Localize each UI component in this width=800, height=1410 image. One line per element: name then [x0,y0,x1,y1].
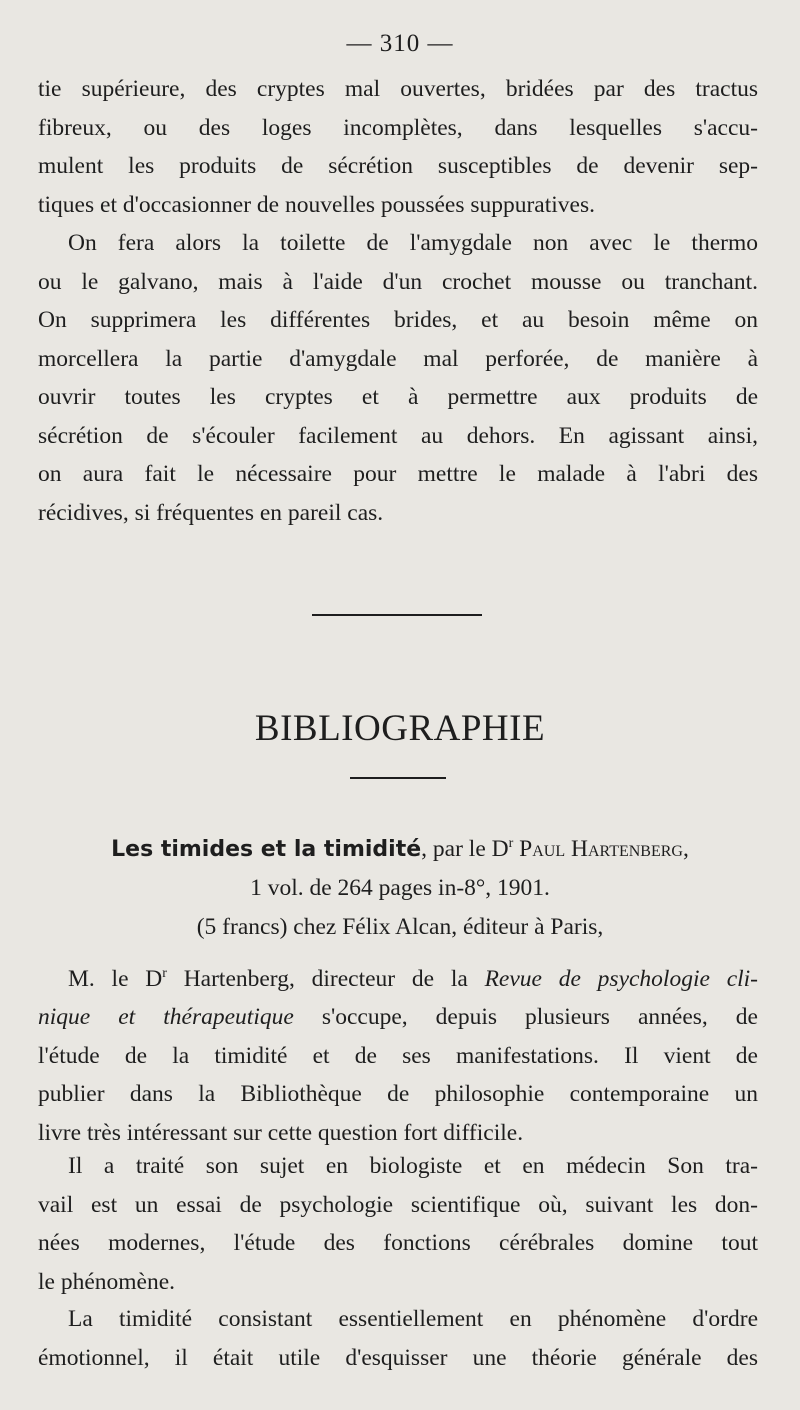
paragraph-toilette [38,224,758,532]
heading-underline [350,777,446,779]
text-line: publier dans la Bibliothèque de philosophie contemporaine un [38,1081,758,1108]
text-line: l'étude de la timidité et de ses manifestations. Il vient de [38,1042,758,1069]
text-line: livre très intéressant sur cette question fort difficile. [38,1119,524,1146]
text-line: Il a traité son sujet en biologiste et en médecin Son tra- [68,1153,758,1179]
text-line: sécrétion de s'écouler facilement au dehors. En agissant ainsi, [38,422,758,449]
dr-superscript: r [162,966,167,981]
section-heading: BIBLIOGRAPHIE [254,708,546,749]
text-line: tie supérieure, des cryptes mal ouvertes, bridées par des tractus [38,76,758,102]
text-line: on aura fait le nécessaire pour mettre le malade à l'abri des [38,461,758,487]
text-line: fibreux, ou des loges incomplètes, dans lesquelles s'accu- [38,114,758,141]
bibliography-title-line [40,825,760,869]
text-span: Hartenberg, directeur de la [166,965,485,992]
text-line: émotionnel, il était utile d'esquisser une théorie générale des [38,1344,758,1371]
dr-superscript: r [508,836,514,851]
text-line: On supprimera les différentes brides, et au besoin même on [38,307,758,333]
text-line [38,955,758,998]
journal-title: Revue de psychologie cli- [484,965,759,992]
text-line: On fera alors la toilette de l'amygdale non avec le thermo [68,230,758,256]
bibliography-entry [40,825,760,946]
text-line: La timidité consistant essentiellement en phénomène d'ordre [68,1306,758,1332]
bibliography-publisher-line: (5 francs) chez Félix Alcan, éditeur à Paris, [196,913,604,940]
by-text: , par le D [421,835,509,862]
page-number: — 310 — [346,30,454,57]
bibliography-volume-line: 1 vol. de 264 pages in-8°, 1901. [250,875,550,902]
book-title: Les timides et la timidité [111,836,422,862]
review-paragraph-method [38,1147,758,1301]
text-line: vail est un essai de psychologie scientifique où, suivant les don- [38,1191,758,1218]
section-divider [312,614,482,616]
text-span: s'occupe, depuis plusieurs années, de [293,1004,758,1031]
author-name: Paul Hartenberg, [513,835,689,862]
text-line: tiques et d'occasionner de nouvelles poussées suppuratives. [38,191,596,218]
text-line: ou le galvano, mais à l'aide d'un crochet mousse ou tranchant. [38,268,758,295]
review-paragraph-intro [38,955,758,1152]
review-paragraph-emotion [38,1300,758,1377]
text-line: nées modernes, l'étude des fonctions cérébrales domine tout [38,1230,758,1256]
paragraph-continuation [38,70,758,224]
text-span: M. le D [68,965,163,992]
text-line: morcellera la partie d'amygdale mal perforée, de manière à [38,345,758,372]
journal-title: nique et thérapeutique [38,1004,294,1031]
text-line [38,998,758,1037]
text-line: mulent les produits de sécrétion susceptibles de devenir sep- [38,153,758,179]
text-line: récidives, si fréquentes en pareil cas. [38,499,384,526]
text-line: ouvrir toutes les cryptes et à permettre aux produits de [38,384,758,410]
text-line: le phénomène. [38,1268,176,1295]
